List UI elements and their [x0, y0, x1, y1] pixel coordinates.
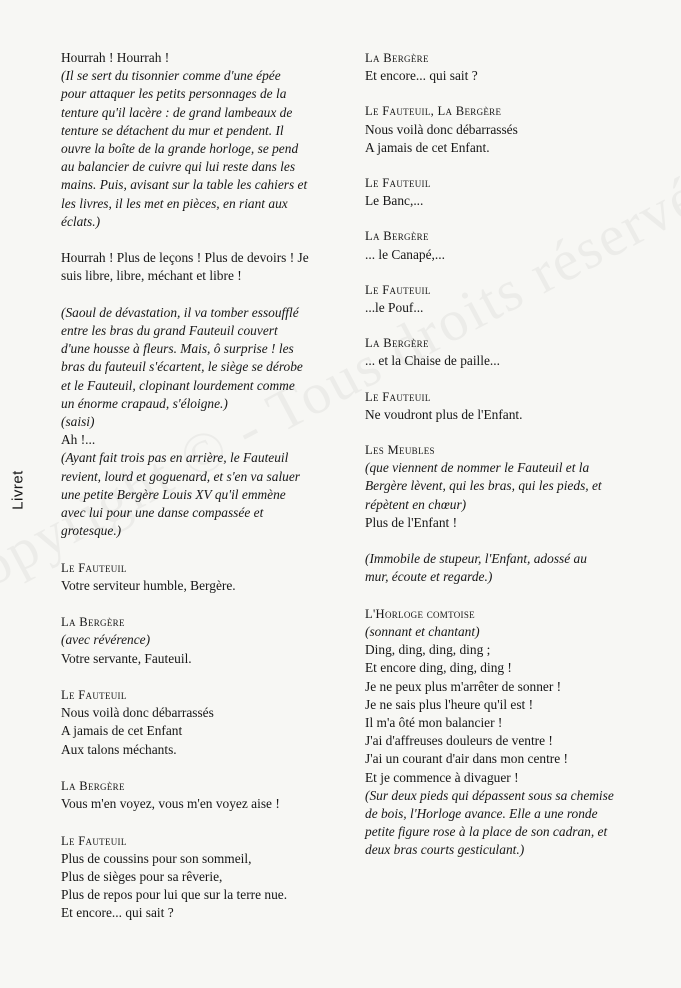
- text-line: A jamais de cet Enfant.: [365, 139, 490, 155]
- stage-direction-line: et le Fauteuil, clopinant lourdement comme: [61, 377, 295, 393]
- stage-direction-line: de bois, l'Horloge avance. Elle a une ronde: [365, 806, 598, 822]
- text-line: Hourrah ! Plus de leçons ! Plus de devoirs ! Je: [61, 250, 309, 266]
- stage-direction-line: (Saoul de dévastation, il va tomber essoufflé: [61, 304, 299, 320]
- stage-direction-line: grotesque.): [61, 523, 122, 539]
- stage-direction-line: Bergère lèvent, qui les bras, qui les pieds, et: [365, 478, 602, 494]
- speaker-name: Le Fauteuil: [61, 560, 127, 575]
- side-section-label: Livret: [9, 470, 27, 510]
- speaker-name: La Bergère: [61, 615, 125, 630]
- text-line: Nous voilà donc débarrassés: [365, 121, 518, 137]
- stage-direction-line: (Immobile de stupeur, l'Enfant, adossé au: [365, 551, 587, 567]
- speaker-name: Le Fauteuil: [365, 282, 431, 297]
- stage-direction-line: pour attaquer les petits personnages de la: [61, 86, 287, 102]
- text-line: Plus de coussins pour son sommeil,: [61, 850, 252, 866]
- text-line: Et encore... qui sait ?: [365, 68, 478, 84]
- stage-direction-line: répètent en chœur): [365, 496, 467, 512]
- text-line: ... et la Chaise de paille...: [365, 353, 500, 369]
- text-line: Le Banc,...: [365, 193, 424, 209]
- text-line: Et encore ding, ding, ding !: [365, 660, 512, 676]
- text-line: Votre serviteur humble, Bergère.: [61, 577, 236, 593]
- speaker-name: Le Fauteuil: [365, 176, 431, 191]
- stage-direction-line: entre les bras du grand Fauteuil couvert: [61, 323, 278, 339]
- speaker-name: Le Fauteuil: [61, 833, 127, 848]
- text-line: Il m'a ôté mon balancier !: [365, 715, 503, 731]
- stage-direction-line: (que viennent de nommer le Fauteuil et la: [365, 460, 590, 476]
- text-line: Hourrah ! Hourrah !: [61, 50, 170, 65]
- text-line: Plus de l'Enfant !: [365, 514, 458, 530]
- speaker-name: Le Fauteuil: [61, 688, 127, 703]
- stage-direction-line: (avec révérence): [61, 632, 151, 648]
- right-column: [365, 49, 665, 860]
- speaker-name: La Bergère: [365, 51, 429, 65]
- left-column: [61, 49, 353, 923]
- text-line: Ah !...: [61, 432, 96, 448]
- stage-direction-line: tenture qu'il lacère : de grand lambeaux de: [61, 104, 293, 120]
- stage-direction-line: au balancier de cuivre qui lui reste dans les: [61, 159, 296, 175]
- stage-direction-line: (Ayant fait trois pas en arrière, le Fauteuil: [61, 450, 289, 466]
- stage-direction-line: mur, écoute et regarde.): [365, 569, 493, 585]
- speaker-name: La Bergère: [365, 229, 429, 244]
- stage-direction-line: mains. Puis, avisant sur la table les cahiers et: [61, 177, 308, 193]
- text-line: ... le Canapé,...: [365, 246, 445, 262]
- text-line: Votre servante, Fauteuil.: [61, 650, 192, 666]
- stage-direction-line: d'une housse à fleurs. Mais, ô surprise ! les: [61, 341, 294, 357]
- stage-direction-line: (saisi): [61, 414, 95, 430]
- text-line: Et encore... qui sait ?: [61, 905, 174, 921]
- text-line: Plus de repos pour lui que sur la terre nue.: [61, 887, 288, 903]
- stage-direction-line: les livres, il les met en pièces, en riant aux: [61, 195, 288, 211]
- text-line: Aux talons méchants.: [61, 741, 177, 757]
- stage-direction-line: ouvre la boîte de la grande horloge, se pend: [61, 141, 299, 157]
- speaker-name: Le Fauteuil, La Bergère: [365, 104, 502, 119]
- text-line: Je ne peux plus m'arrêter de sonner !: [365, 678, 562, 694]
- text-line: Ding, ding, ding, ding ;: [365, 642, 491, 658]
- text-line: Vous m'en voyez, vous m'en voyez aise !: [61, 796, 280, 812]
- stage-direction-line: un énorme crapaud, s'éloigne.): [61, 395, 228, 411]
- speaker-name: La Bergère: [61, 779, 125, 794]
- text-line: suis libre, libre, méchant et libre !: [61, 268, 242, 284]
- text-line: ...le Pouf...: [365, 300, 424, 316]
- stage-direction-line: bras du fauteuil s'écartent, le siège se dérobe: [61, 359, 303, 375]
- stage-direction-line: éclats.): [61, 213, 101, 229]
- speaker-name: La Bergère: [365, 336, 429, 351]
- text-line: Et je commence à divaguer !: [365, 769, 519, 785]
- stage-direction-line: (Il se sert du tisonnier comme d'une épée: [61, 68, 281, 84]
- stage-direction-line: une petite Bergère Louis XV qu'il emmène: [61, 486, 286, 502]
- speaker-name: L'Horloge comtoise: [365, 606, 475, 621]
- stage-direction-line: deux bras courts gesticulant.): [365, 842, 525, 858]
- speaker-name: Le Fauteuil: [365, 389, 431, 404]
- text-line: J'ai un courant d'air dans mon centre !: [365, 751, 569, 767]
- text-line: Je ne sais plus l'heure qu'il est !: [365, 696, 534, 712]
- text-line: A jamais de cet Enfant: [61, 723, 183, 739]
- stage-direction-line: avec lui pour une danse compassée et: [61, 505, 264, 521]
- text-line: J'ai d'affreuses douleurs de ventre !: [365, 733, 553, 749]
- stage-direction-line: (sonnant et chantant): [365, 624, 480, 640]
- stage-direction-line: tenture se détachent du mur et pendent. Il: [61, 122, 284, 138]
- text-line: Plus de sièges pour sa rêverie,: [61, 869, 223, 885]
- text-line: Nous voilà donc débarrassés: [61, 705, 214, 721]
- stage-direction-line: revient, lourd et goguenard, et s'en va saluer: [61, 468, 301, 484]
- stage-direction-line: petite figure rose à la place de son cadran, et: [365, 824, 608, 840]
- speaker-name: Les Meubles: [365, 443, 435, 458]
- text-line: Ne voudront plus de l'Enfant.: [365, 406, 523, 422]
- stage-direction-line: (Sur deux pieds qui dépassent sous sa chemise: [365, 787, 614, 803]
